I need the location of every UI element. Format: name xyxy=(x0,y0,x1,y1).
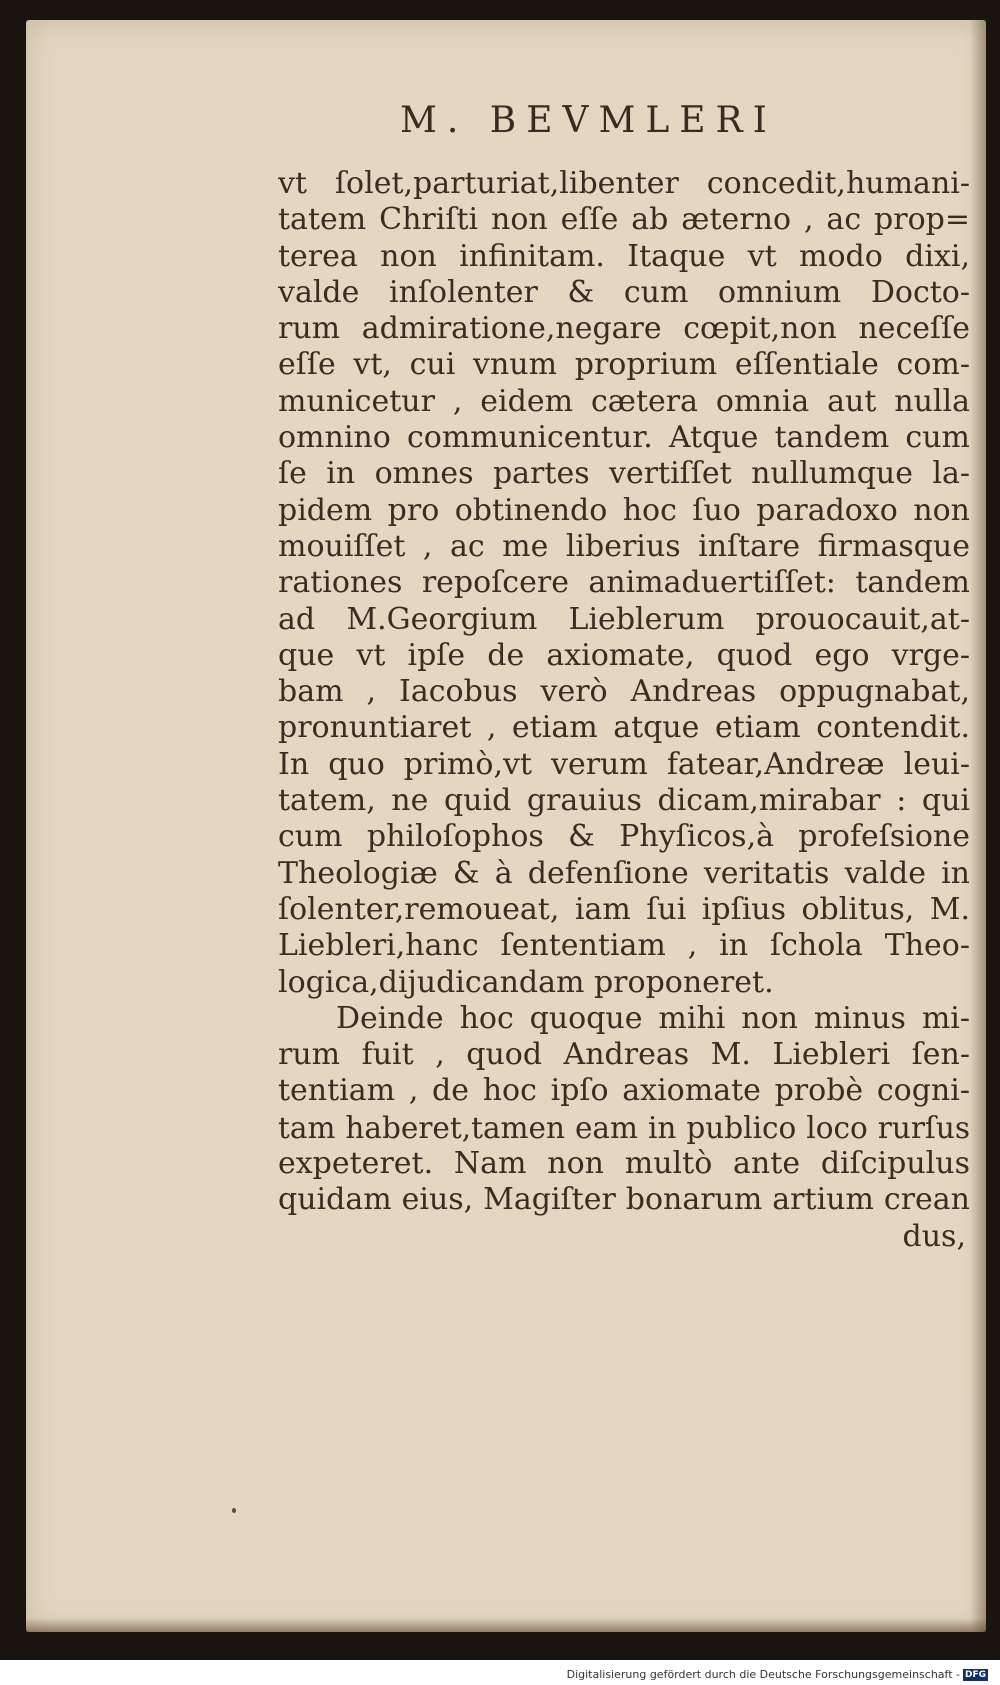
text-line: eſſe vt, cui vnum proprium eſſentiale com- xyxy=(278,347,970,383)
text-line: tam haberet,tamen eam in publico loco rurſus xyxy=(278,1110,970,1145)
body-text xyxy=(278,166,970,1255)
text-line: Liebleri,hanc ſententiam , in ſchola Theo- xyxy=(278,928,970,964)
credit-text: Digitalisierung gefördert durch die Deutsche Forschungsgemeinschaft - xyxy=(566,1668,960,1681)
text-line: tatem Chriſti non eſſe ab æterno , ac prop= xyxy=(278,202,970,238)
text-line: tatem, ne quid grauius dicam,mirabar : qui xyxy=(278,783,970,819)
text-line: expeteret. Nam non multò ante diſcipulus xyxy=(278,1146,970,1182)
text-line: omnino communicentur. Atque tandem cum xyxy=(278,420,970,456)
text-line: que vt ipſe de axiomate, quod ego vrge- xyxy=(278,637,970,673)
text-line: pidem pro obtinendo hoc ſuo paradoxo non xyxy=(278,492,970,528)
page-edge-shadow xyxy=(970,20,986,1632)
text-line: valde inſolenter & cum omnium Docto- xyxy=(278,274,970,310)
text-line: municetur , eidem cætera omnia aut nulla xyxy=(278,383,970,419)
text-line: rationes repoſcere animaduertiſſet: tandem xyxy=(278,565,970,601)
paragraph-start-line: Deinde hoc quoque mihi non minus mi- xyxy=(336,1000,970,1036)
text-line: In quo primò,vt verum fatear,Andreæ leui- xyxy=(278,746,970,782)
text-line: ſe in omnes partes vertiſſet nullumque la- xyxy=(278,456,970,492)
dfg-logo: DFG xyxy=(964,1669,986,1680)
text-line: terea non infinitam. Itaque vt modo dixi, xyxy=(278,238,970,274)
text-line: ſolenter,remoueat, iam ſui ipſius oblitus, M. xyxy=(278,891,970,927)
text-line: bam , Iacobus verò Andreas oppugnabat, xyxy=(278,674,970,710)
text-line: cum philoſophos & Phyſicos,à profeſsione xyxy=(278,819,970,855)
text-line: mouiſſet , ac me liberius inſtare firmasque xyxy=(278,528,970,564)
text-line: ad M.Georgium Lieblerum prouocauit,at- xyxy=(278,601,970,637)
paper-speck xyxy=(232,1508,236,1513)
running-head: M. BEVMLERI xyxy=(400,100,777,141)
text-line: Theologiæ & à defenſione veritatis valde in xyxy=(278,855,970,891)
text-line: rum admiratione,negare cœpit,non neceſſe xyxy=(278,311,970,347)
catchword: dus, xyxy=(902,1218,966,1254)
text-line: tentiam , de hoc ipſo axiomate probè cogni- xyxy=(278,1073,970,1109)
page-bottom-shadow xyxy=(26,1618,986,1632)
digitization-credit xyxy=(567,1668,988,1681)
text-line: pronuntiaret , etiam atque etiam contendit. xyxy=(278,710,970,746)
text-line: vt ſolet,parturiat,libenter concedit,humani- xyxy=(278,166,970,201)
text-line: rum fuit , quod Andreas M. Liebleri ſen- xyxy=(278,1037,970,1073)
paragraph-end-line: logica,dijudicandam proponeret. xyxy=(278,964,774,1000)
text-line: quidam eius, Magiſter bonarum artium crean xyxy=(278,1182,970,1218)
